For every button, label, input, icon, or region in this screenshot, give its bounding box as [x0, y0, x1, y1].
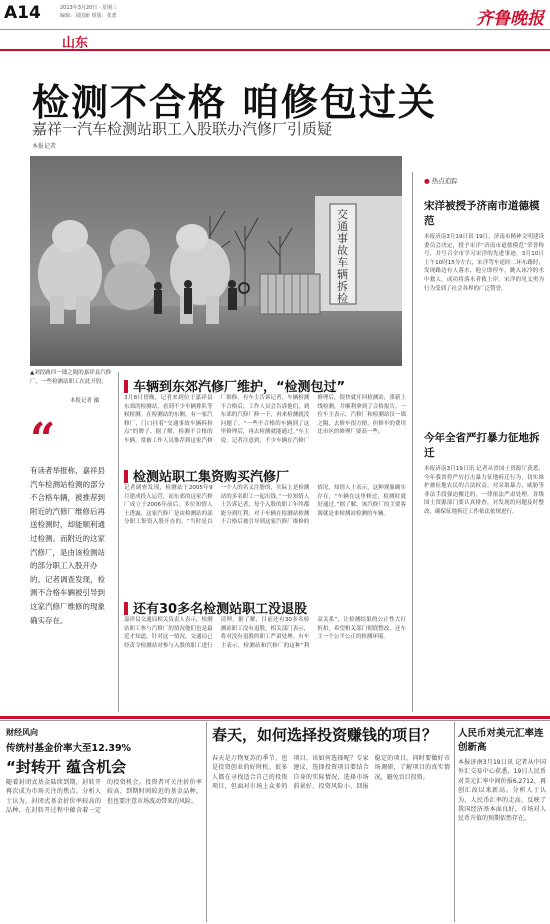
section-bar: [0, 31, 550, 51]
sidebar-story-1-body: 本报济南3月19日讯 19日，济南市精神文明建设委员会决定，授予宋洋“济南市道德模范”荣誉称号，并号召全市学习宋洋的先进事迹。3月10日上午10时15分左右，宋洋驾车途经二环东路时，发现路边有人落水，他立即停车，跳入冰冷的水中救人，成功将落水者救上岸。宋洋的见义勇为行为受到了社会各界的广泛赞誉。: [424, 234, 544, 292]
header-date: 2013年3月20日 · 星期三: [60, 5, 118, 11]
lower-section-rule-thin: [0, 720, 550, 721]
svg-text:故: 故: [337, 244, 348, 257]
sidebar-tag: ● 热点追踪: [424, 177, 458, 185]
finance-tag: 财经风向: [6, 728, 38, 737]
sub-headline: 嘉祥一汽车检测站职工入股联办汽修厂引质疑: [32, 120, 333, 138]
finance-headline-2: “封转开 蕴含机会: [6, 758, 127, 776]
sidebar-story-2-body: 本报济南3月19日讯 记者从省国土资源厅获悉，今年我省将严厉打击暴力征地拆迁行为，切实维护被征地农民的合法权益。对采取暴力、威胁等非法手段强迫搬迁的，一律依法严肃处理。各级国土资源部门要认真排查，对发现的问题及时整改，确保征地拆迁工作依法依规进行。: [424, 466, 544, 515]
column-divider: [412, 172, 413, 712]
investment-body: 春天是万物复苏的季节，也是投资创业的好时机。很多人都在寻找适合自己的投资项目，但面对市场上众多的项目，该如何选择呢？专家建议，选择投资项目要结合自身的实际情况，选择市场前景好、投资风险小、回报稳定的项目。同时要做好市场调研，了解项目的真实情况，避免盲目投资。: [212, 755, 450, 791]
photo-caption: ▲刘段路四一墙之隔的嘉祥县汽修厂，一些检测站职工在此开股。: [30, 370, 112, 385]
quote-mark-icon: “: [30, 414, 56, 465]
svg-text:辆: 辆: [337, 268, 348, 281]
rmb-headline: 人民币对美元汇率连创新高: [458, 728, 544, 753]
rmb-body: 本报济南3月19日讯 记者从中国外汇交易中心获悉，19日人民币对美元汇率中间价报6.2712，再创汇改以来新高。分析人士认为，人民币汇率的走高，反映了我国经济基本面良好，市场对人民币升值的预期依然存在。: [458, 759, 546, 823]
finance-headline-1: 传统村基金价率大至12.39%: [6, 743, 132, 754]
investment-headline: 春天，如何选择投资赚钱的项目？: [212, 726, 438, 744]
sidebar-story-1-title: 宋洋被授予济南市道德模范: [424, 200, 540, 227]
section-2-body: 记者调查发现，检测站于2005年9月建成投入运营，而东郊的这家汽修厂成立于2006年前后。多位知情人士透露，这家汽修厂是由检测站的部分职工集资入股开办的。“当时是以一个人的名义注册的，实际上是检测站的多名职工一起出钱。”一位知情人士告诉记者，每个入股的职工年终都能分到红利。对于车辆在检测站检测不合格后被引导到这家汽修厂维修的情况，知情人士表示，这种现象确实存在，“车辆在这里修过，检测时就好通过。”据了解，该汽修厂的主要客源就是来检测站检测的车辆。: [124, 485, 406, 526]
title-bar-icon: [124, 470, 128, 483]
page-header: [0, 0, 550, 30]
svg-text:检: 检: [337, 292, 348, 305]
sidebar-story-2-title: 今年全省严打暴力征地拆迁: [424, 432, 540, 459]
tag-dot-icon: ●: [424, 177, 430, 185]
header-meta: [60, 4, 117, 20]
pull-quote-text: 有读者举报称，嘉祥县汽车检测站检测的部分不合格车辆，被推荐到附近的汽修厂维修后再送检测时，却能顺利通过检测。而附近的这家汽修厂，是由该检测站的部分职工入股开办的。记者调查发现，检测不合格车辆被引导到这家汽修厂维修的现象确实存在。: [30, 466, 105, 625]
column-divider: [206, 722, 207, 922]
section-3-title: 还有30多名检测站职工没退股: [124, 598, 307, 617]
lead-byline: 本报记者: [32, 143, 57, 150]
section-3-body: 嘉祥县交通局相关负责人表示，检测站职工参与汽修厂的情况他们也是最近才知道。针对这一情况，交通局已经责令检测站对参与入股的职工进行清理。据了解，目前还有30多名检测站职工没有退股，相关部门表示，将对没有退股的职工严肃处理。有车主表示，检测站和汽修厂的这种“利益关系”，让检测结果的公正性大打折扣，希望相关部门彻底整改，还车主一个公平公正的检测环境。: [124, 617, 406, 649]
lead-photo: [30, 156, 402, 366]
title-bar-icon: [124, 380, 128, 393]
main-headline: 检测不合格 咱修包过关: [32, 81, 437, 124]
pull-quote: [30, 414, 112, 627]
photo-illustration: [30, 156, 402, 366]
newspaper-logo: 齐鲁晚报: [476, 9, 544, 29]
sign-text: 交: [337, 208, 348, 221]
title-bar-icon: [124, 602, 128, 615]
page-number: A14: [4, 3, 41, 23]
header-editors: 编辑：刘国新 组版：张蕾: [60, 13, 117, 19]
svg-text:车: 车: [337, 256, 348, 269]
section-1-body: 3月8日傍晚，记者来到位于嘉祥县东郊的检测站，看到不少车辆排队等候检测。在检测站的东侧，有一家汽修厂，门口挂着“交通事故车辆拆检点”的牌子。据了解，检测不合格的车辆，常被工作人员推荐到这家汽修厂维修。有车主告诉记者，车辆检测不合格后，工作人员会告诉他们，到东郊的汽修厂修一下，再来检测就没问题了。“一些不合格的车辆到了这里修理后，再去检测就能通过。”车主说。记者注意到，不少车辆在汽修厂修理后，很快就开回检测站，重新上线检测，并顺利拿到了合格报告。一位车主表示，汽修厂和检测站仅一墙之隔，去修车很方便，但修车的费用比市区的修理厂要高一些。: [124, 395, 406, 444]
section-name: 山东: [62, 36, 89, 51]
section-2-title: 检测站职工集资购买汽修厂: [124, 466, 289, 485]
column-divider: [118, 372, 119, 712]
svg-text:通: 通: [337, 220, 348, 233]
photo-credit: 本报记者 摄: [70, 398, 100, 404]
finance-body: 随着封闭式基金陆续到期，封转开再次成为市场关注的焦点。分析人士认为，封闭式基金折价率较高的品种，在封转开过程中蕴含着一定的投资机会。投资者可关注折价率较高、到期时间较近的基金品种，但也要注意市场波动带来的风险。: [6, 779, 202, 815]
svg-text:拆: 拆: [337, 280, 348, 293]
section-1-title: 车辆到东郊汽修厂维护，“检测包过”: [124, 376, 345, 395]
sidebar: [424, 176, 546, 715]
svg-text:事: 事: [337, 232, 348, 245]
column-divider: [454, 722, 455, 922]
lower-section-rule: [0, 716, 550, 719]
